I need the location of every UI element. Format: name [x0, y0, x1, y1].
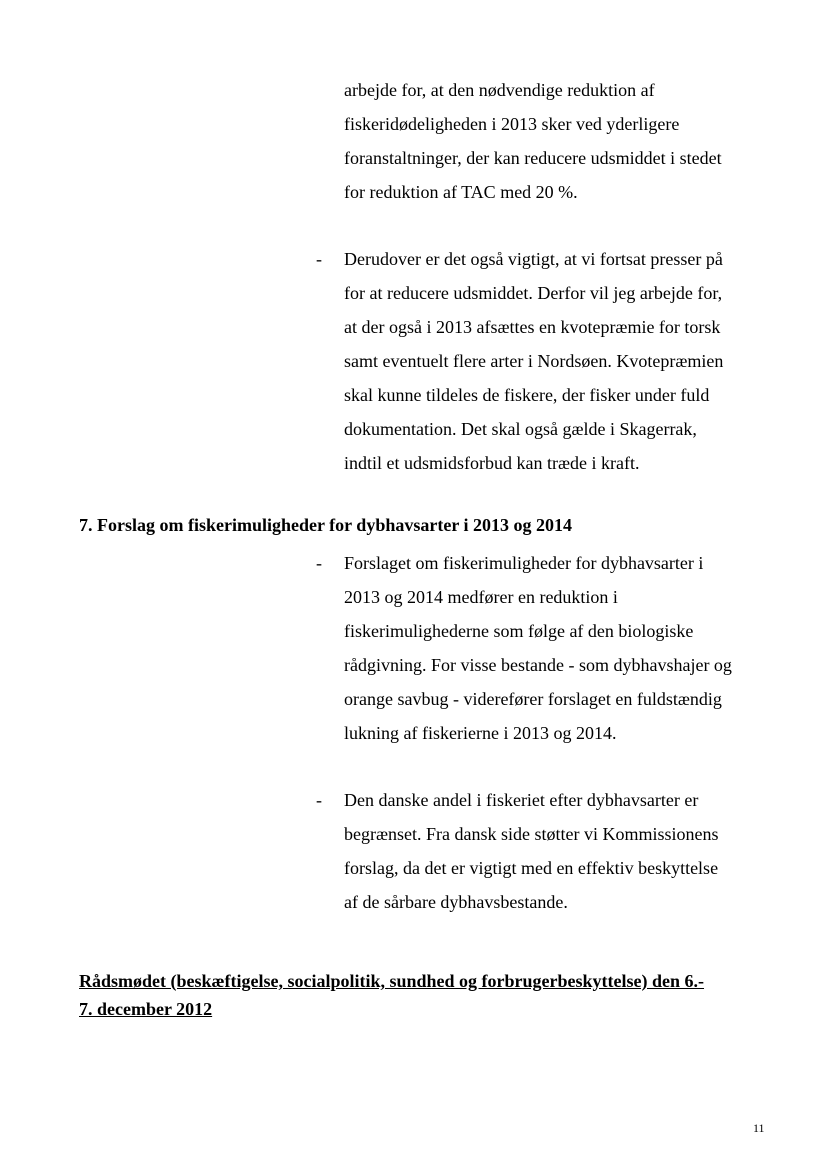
- paragraph-line: skal kunne tildeles de fiskere, der fisker under fuld: [344, 385, 710, 405]
- bullet-marker: -: [316, 249, 322, 269]
- paragraph-line: forslag, da det er vigtigt med en effektiv beskyttelse: [344, 858, 719, 878]
- paragraph-line: Forslaget om fiskerimuligheder for dybhavsarter i: [344, 553, 704, 573]
- paragraph-line: indtil et udsmidsforbud kan træde i kraft.: [344, 453, 640, 473]
- paragraph-line: af de sårbare dybhavsbestande.: [344, 892, 568, 912]
- paragraph-line: begrænset. Fra dansk side støtter vi Kommissionens: [344, 824, 719, 844]
- paragraph-line: fiskerimulighederne som følge af den biologiske: [344, 621, 694, 641]
- paragraph-line: for reduktion af TAC med 20 %.: [344, 182, 578, 202]
- page-number: 11: [753, 1121, 765, 1135]
- paragraph-line: arbejde for, at den nødvendige reduktion af: [344, 80, 655, 100]
- bullet-marker: -: [316, 553, 322, 573]
- paragraph-line: dokumentation. Det skal også gælde i Skagerrak,: [344, 419, 697, 439]
- paragraph-line: rådgivning. For visse bestande - som dybhavshajer og: [344, 655, 732, 675]
- bullet-paragraph-discard: [344, 242, 784, 480]
- bullet-paragraph-proposal: [344, 546, 784, 750]
- bullet-paragraph-danish-share: [344, 783, 784, 919]
- paragraph-line: lukning af fiskerierne i 2013 og 2014.: [344, 723, 617, 743]
- paragraph-line: at der også i 2013 afsættes en kvotepræmie for torsk: [344, 317, 721, 337]
- paragraph-line: 2013 og 2014 medfører en reduktion i: [344, 587, 618, 607]
- continuation-paragraph: [344, 73, 784, 209]
- paragraph-line: foranstaltninger, der kan reducere udsmiddet i stedet: [344, 148, 722, 168]
- council-meeting-heading-line1: Rådsmødet (beskæftigelse, socialpolitik, sundhed og forbrugerbeskyttelse) den 6.-: [79, 971, 705, 991]
- paragraph-line: orange savbug - viderefører forslaget en fuldstændig: [344, 689, 722, 709]
- council-meeting-heading-line2: 7. december 2012: [79, 999, 213, 1019]
- section-heading: 7. Forslag om fiskerimuligheder for dybhavsarter i 2013 og 2014: [79, 515, 572, 535]
- bullet-marker: -: [316, 790, 322, 810]
- paragraph-line: Den danske andel i fiskeriet efter dybhavsarter er: [344, 790, 699, 810]
- paragraph-line: Derudover er det også vigtigt, at vi fortsat presser på: [344, 249, 723, 269]
- paragraph-line: samt eventuelt flere arter i Nordsøen. Kvotepræmien: [344, 351, 724, 371]
- paragraph-line: fiskeridødeligheden i 2013 sker ved yderligere: [344, 114, 680, 134]
- paragraph-line: for at reducere udsmiddet. Derfor vil jeg arbejde for,: [344, 283, 723, 303]
